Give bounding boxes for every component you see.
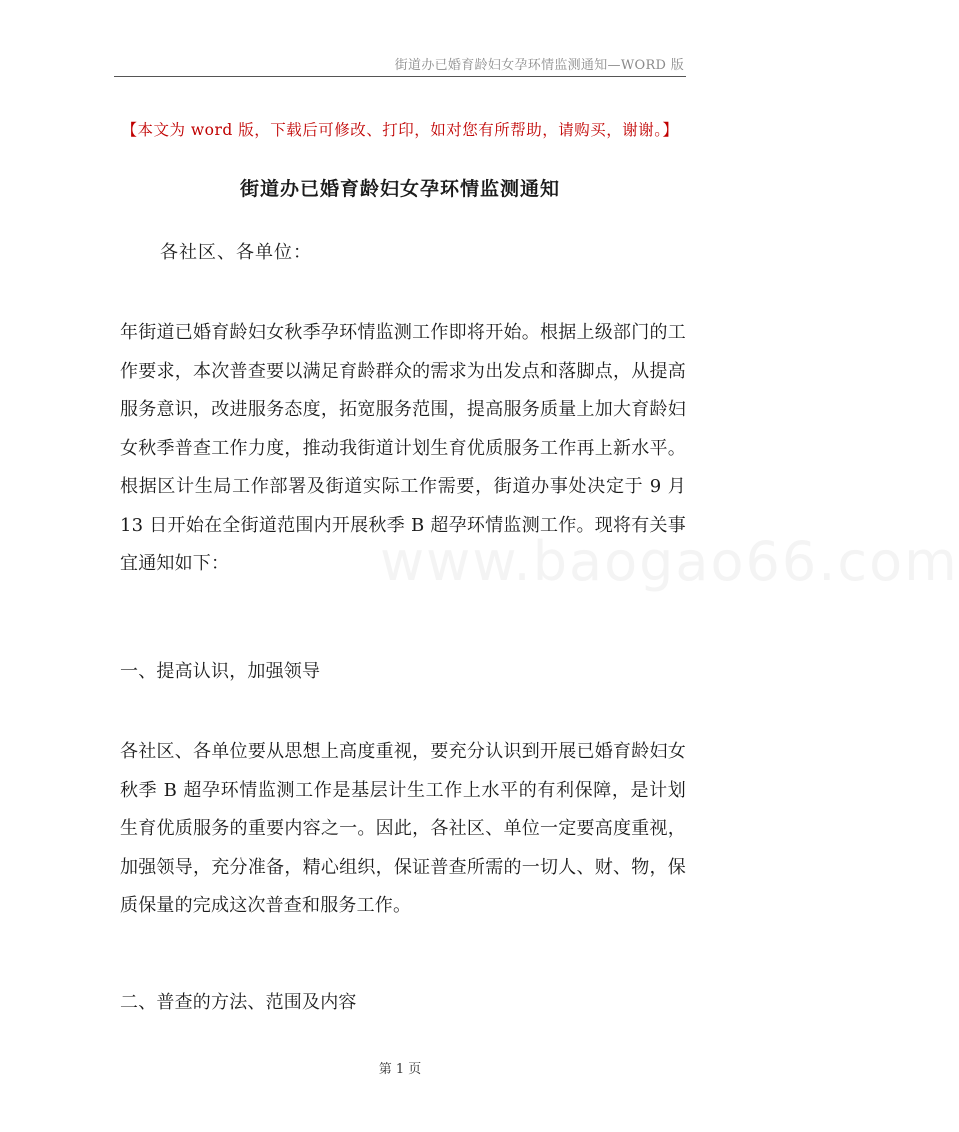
body-paragraph-section-1: 各社区、各单位要从思想上高度重视，要充分认识到开展已婚育龄妇女秋季 B 超孕环情监测工作是基层计生工作上水平的有利保障，是计划生育优质服务的重要内容之一。因此，各社区、单位一定要高度重视，加强领导，充分准备，精心组织，保证普查所需的一切人、财、物，保质保量的完成这次普查和服务工作。 [120,741,686,916]
section-heading-1: 一、提高认识，加强领导 [120,661,321,682]
document-title: 街道办已婚育龄妇女孕环情监测通知 [239,178,560,200]
download-notice: 【本文为 word 版，下载后可修改、打印，如对您有所帮助，请购买，谢谢。】 [121,121,679,139]
salutation: 各社区、各单位： [160,242,312,263]
header-divider [114,76,686,77]
watermark: www.baogao66.com [380,530,959,593]
section-heading-2: 二、普查的方法、范围及内容 [120,992,357,1013]
body-paragraph-intro: 年街道已婚育龄妇女秋季孕环情监测工作即将开始。根据上级部门的工作要求，本次普查要以满足育龄群众的需求为出发点和落脚点，从提高服务意识，改进服务态度，拓宽服务范围，提高服务质量上加大育龄妇女秋季普查工作力度，推动我街道计划生育优质服务工作再上新水平。根据区计生局工作部署及街道实际工作需要，街道办事处决定于 9 月 13 日开始在全街道范围内开展秋季 B 超孕环情监测工作。现将有关事宜通知如下： [120,322,686,574]
running-header: 街道办已婚育龄妇女孕环情监测通知—WORD 版 [394,58,684,73]
page-number: 第 1 页 [378,1062,422,1077]
